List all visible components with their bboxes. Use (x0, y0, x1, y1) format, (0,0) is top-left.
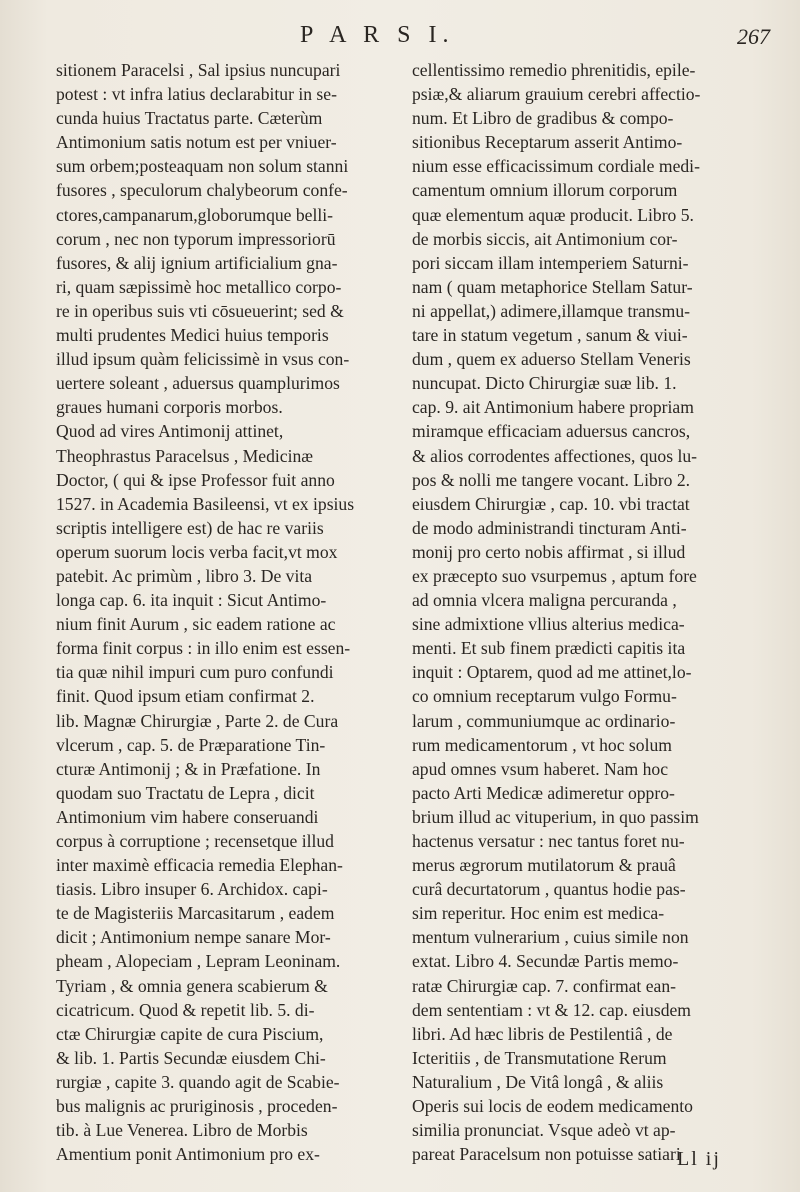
text-line: & alios corrodentes affectiones, quos lu- (412, 445, 698, 466)
text-line: psiæ,& aliarum grauium cerebri affectio- (412, 84, 701, 105)
text-line: Tyriam , & omnia genera scabierum & (56, 975, 328, 996)
text-line: patebit. Ac primùm , libro 3. De vita (56, 565, 313, 586)
text-line: sine admixtione vllius alterius medica- (412, 614, 685, 635)
text-line: nuncupat. Dicto Chirurgiæ suæ lib. 1. (412, 373, 677, 394)
text-line: cturæ Antimonij ; & in Præfatione. In (56, 758, 321, 779)
text-line: longa cap. 6. ita inquit : Sicut Antimo- (56, 590, 327, 611)
text-line: ctores,campanarum,globorumque belli- (56, 204, 334, 225)
text-line: ri, quam sæpissimè hoc metallico corpo- (56, 276, 342, 297)
text-line: pos & nolli me tangere vocant. Libro 2. (412, 469, 691, 490)
text-line: cap. 9. ait Antimonium habere propriam (412, 397, 694, 418)
text-line: Antimonium vim habere conseruandi (56, 806, 319, 827)
text-line: nium finit Aurum , sic eadem ratione ac (56, 614, 336, 635)
text-line: apud omnes vsum haberet. Nam hoc (412, 758, 669, 779)
text-line: monij pro certo nobis affirmat , si illud (412, 541, 686, 562)
text-line: bus malignis ac pruriginosis , proceden- (56, 1096, 338, 1117)
text-line: sitionem Paracelsi , Sal ipsius nuncupari (56, 60, 341, 80)
text-line: quæ elementum aquæ producit. Libro 5. (412, 204, 694, 225)
text-line: 1527. in Academia Basileensi, vt ex ipsius (56, 493, 355, 514)
text-line: uertere soleant , aduersus quamplurimos (56, 373, 340, 394)
text-line: pareat Paracelsum non potuisse satiari (412, 1144, 681, 1165)
text-line: corpus à corruptione ; recensetque illud (56, 831, 334, 851)
text-line: sitionibus Receptarum asserit Antimo- (412, 132, 683, 153)
text-line: sum orbem;posteaquam non solum stanni (56, 156, 349, 177)
text-line: rum medicamentorum , vt hoc solum (412, 734, 672, 755)
text-line: extat. Libro 4. Secundæ Partis memo- (412, 951, 679, 972)
text-line: graues humani corporis morbos. (56, 397, 283, 418)
text-line: de modo administrandi tincturam Anti- (412, 517, 687, 538)
text-line: inquit : Optarem, quod ad me attinet,lo- (412, 662, 692, 683)
text-line: & lib. 1. Partis Secundæ eiusdem Chi- (56, 1047, 326, 1068)
text-line: hactenus versatur : nec tantus foret nu- (412, 831, 685, 851)
text-line: libri. Ad hæc libris de Pestilentiâ , de (412, 1023, 673, 1044)
text-line: re in operibus suis vti cōsueuerint; sed & (56, 300, 344, 321)
text-line: Amentium ponit Antimonium pro ex- (56, 1144, 320, 1165)
text-line: multi prudentes Medici huius temporis (56, 325, 329, 346)
text-line: rurgiæ , capite 3. quando agit de Scabie- (56, 1071, 340, 1092)
text-line: cellentissimo remedio phrenitidis, epile- (412, 60, 696, 80)
text-line: ratæ Chirurgiæ cap. 7. confirmat ean- (412, 975, 676, 996)
text-line: ctæ Chirurgiæ capite de cura Piscium, (56, 1023, 324, 1044)
text-line: eiusdem Chirurgiæ , cap. 10. vbi tractat (412, 493, 690, 514)
text-line: quodam suo Tractatu de Lepra , dicit (56, 782, 315, 803)
text-line: Theophrastus Paracelsus , Medicinæ (56, 445, 314, 466)
running-head: P A R S I. (300, 22, 455, 48)
text-line: nam ( quam metaphorice Stellam Satur- (412, 276, 693, 297)
text-line: illud ipsum quàm felicissimè in vsus con- (56, 349, 350, 370)
text-line: tib. à Lue Venerea. Libro de Morbis (56, 1120, 308, 1141)
text-line: Operis sui locis de eodem medicamento (412, 1096, 693, 1117)
text-line: forma finit corpus : in illo enim est essen- (56, 638, 351, 659)
text-line: Icteritiis , de Transmutatione Rerum (412, 1047, 667, 1068)
text-line: tia quæ nihil impuri cum puro confundi (56, 662, 334, 683)
text-line: brium illud ac vituperium, in quo passim (412, 806, 699, 827)
text-line: Quod ad vires Antimonij attinet, (56, 421, 284, 442)
text-line: Antimonium satis notum est per vniuer- (56, 132, 337, 153)
text-line: menti. Et sub finem prædicti capitis ita (412, 638, 686, 659)
text-line: potest : vt infra latius declarabitur in se- (56, 84, 337, 105)
text-line: num. Et Libro de gradibus & compo- (412, 108, 674, 129)
text-line: dum , quem ex aduerso Stellam Veneris (412, 349, 691, 370)
text-line: fusores, & alij ignium artificialium gna- (56, 252, 338, 273)
text-line: ad omnia vlcera maligna percuranda , (412, 590, 677, 611)
text-line: curâ decurtatorum , quantus hodie pas- (412, 879, 686, 900)
text-line: dicit ; Antimonium nempe sanare Mor- (56, 927, 331, 948)
text-line: de morbis siccis, ait Antimonium cor- (412, 228, 678, 249)
text-line: fusores , speculorum chalybeorum confe- (56, 180, 348, 201)
text-line: dem sententiam : vt & 12. cap. eiusdem (412, 999, 691, 1020)
text-line: miramque efficaciam aduersus cancros, (412, 421, 691, 442)
text-line: ni appellat,) adimere,illamque transmu- (412, 300, 690, 321)
text-line: cunda huius Tractatus parte. Cæterùm (56, 108, 323, 129)
signature-mark: Ll ij (677, 1148, 721, 1170)
text-line: co omnium receptarum vulgo Formu- (412, 686, 677, 707)
text-line: inter maximè efficacia remedia Elephan- (56, 855, 343, 876)
text-line: larum , communiumque ac ordinario- (412, 710, 676, 731)
text-line: operum suorum locis verba facit,vt mox (56, 541, 338, 562)
text-line: pheam , Alopeciam , Lepram Leoninam. (56, 951, 341, 972)
text-line: scriptis intelligere est) de hac re variis (56, 517, 324, 538)
text-line: te de Magisteriis Marcasitarum , eadem (56, 903, 335, 924)
text-line: pacto Arti Medicæ adimeretur oppro- (412, 782, 675, 803)
left-text-column (56, 58, 392, 1166)
text-line: mentum vulnerarium , cuius simile non (412, 927, 689, 948)
text-line: corum , nec non typorum impressoriorū (56, 228, 336, 249)
page-footer (0, 1148, 800, 1178)
text-line: nium esse efficacissimum cordiale medi- (412, 156, 700, 177)
text-line: pori siccam illam intemperiem Saturni- (412, 252, 689, 273)
page-header (0, 22, 800, 56)
text-line: ex præcepto suo vsurpemus , aptum fore (412, 565, 697, 586)
text-line: cicatricum. Quod & repetit lib. 5. di- (56, 999, 315, 1020)
text-line: tare in statum vegetum , sanum & viui- (412, 325, 688, 346)
right-text-column (412, 58, 774, 1166)
text-line: tiasis. Libro insuper 6. Archidox. capi- (56, 879, 328, 900)
text-line: similia pronunciat. Vsque adeò vt ap- (412, 1120, 676, 1141)
text-line: merus ægrorum mutilatorum & prauâ (412, 855, 676, 876)
text-line: camentum omnium illorum corporum (412, 180, 678, 201)
text-line: finit. Quod ipsum etiam confirmat 2. (56, 686, 315, 707)
text-line: vlcerum , cap. 5. de Præparatione Tin- (56, 734, 326, 755)
text-line: Doctor, ( qui & ipse Professor fuit anno (56, 469, 335, 490)
page-number: 267 (737, 24, 770, 49)
text-line: Naturalium , De Vitâ longâ , & aliis (412, 1071, 664, 1092)
text-line: sim reperitur. Hoc enim est medica- (412, 903, 665, 924)
text-line: lib. Magnæ Chirurgiæ , Parte 2. de Cura (56, 710, 339, 731)
